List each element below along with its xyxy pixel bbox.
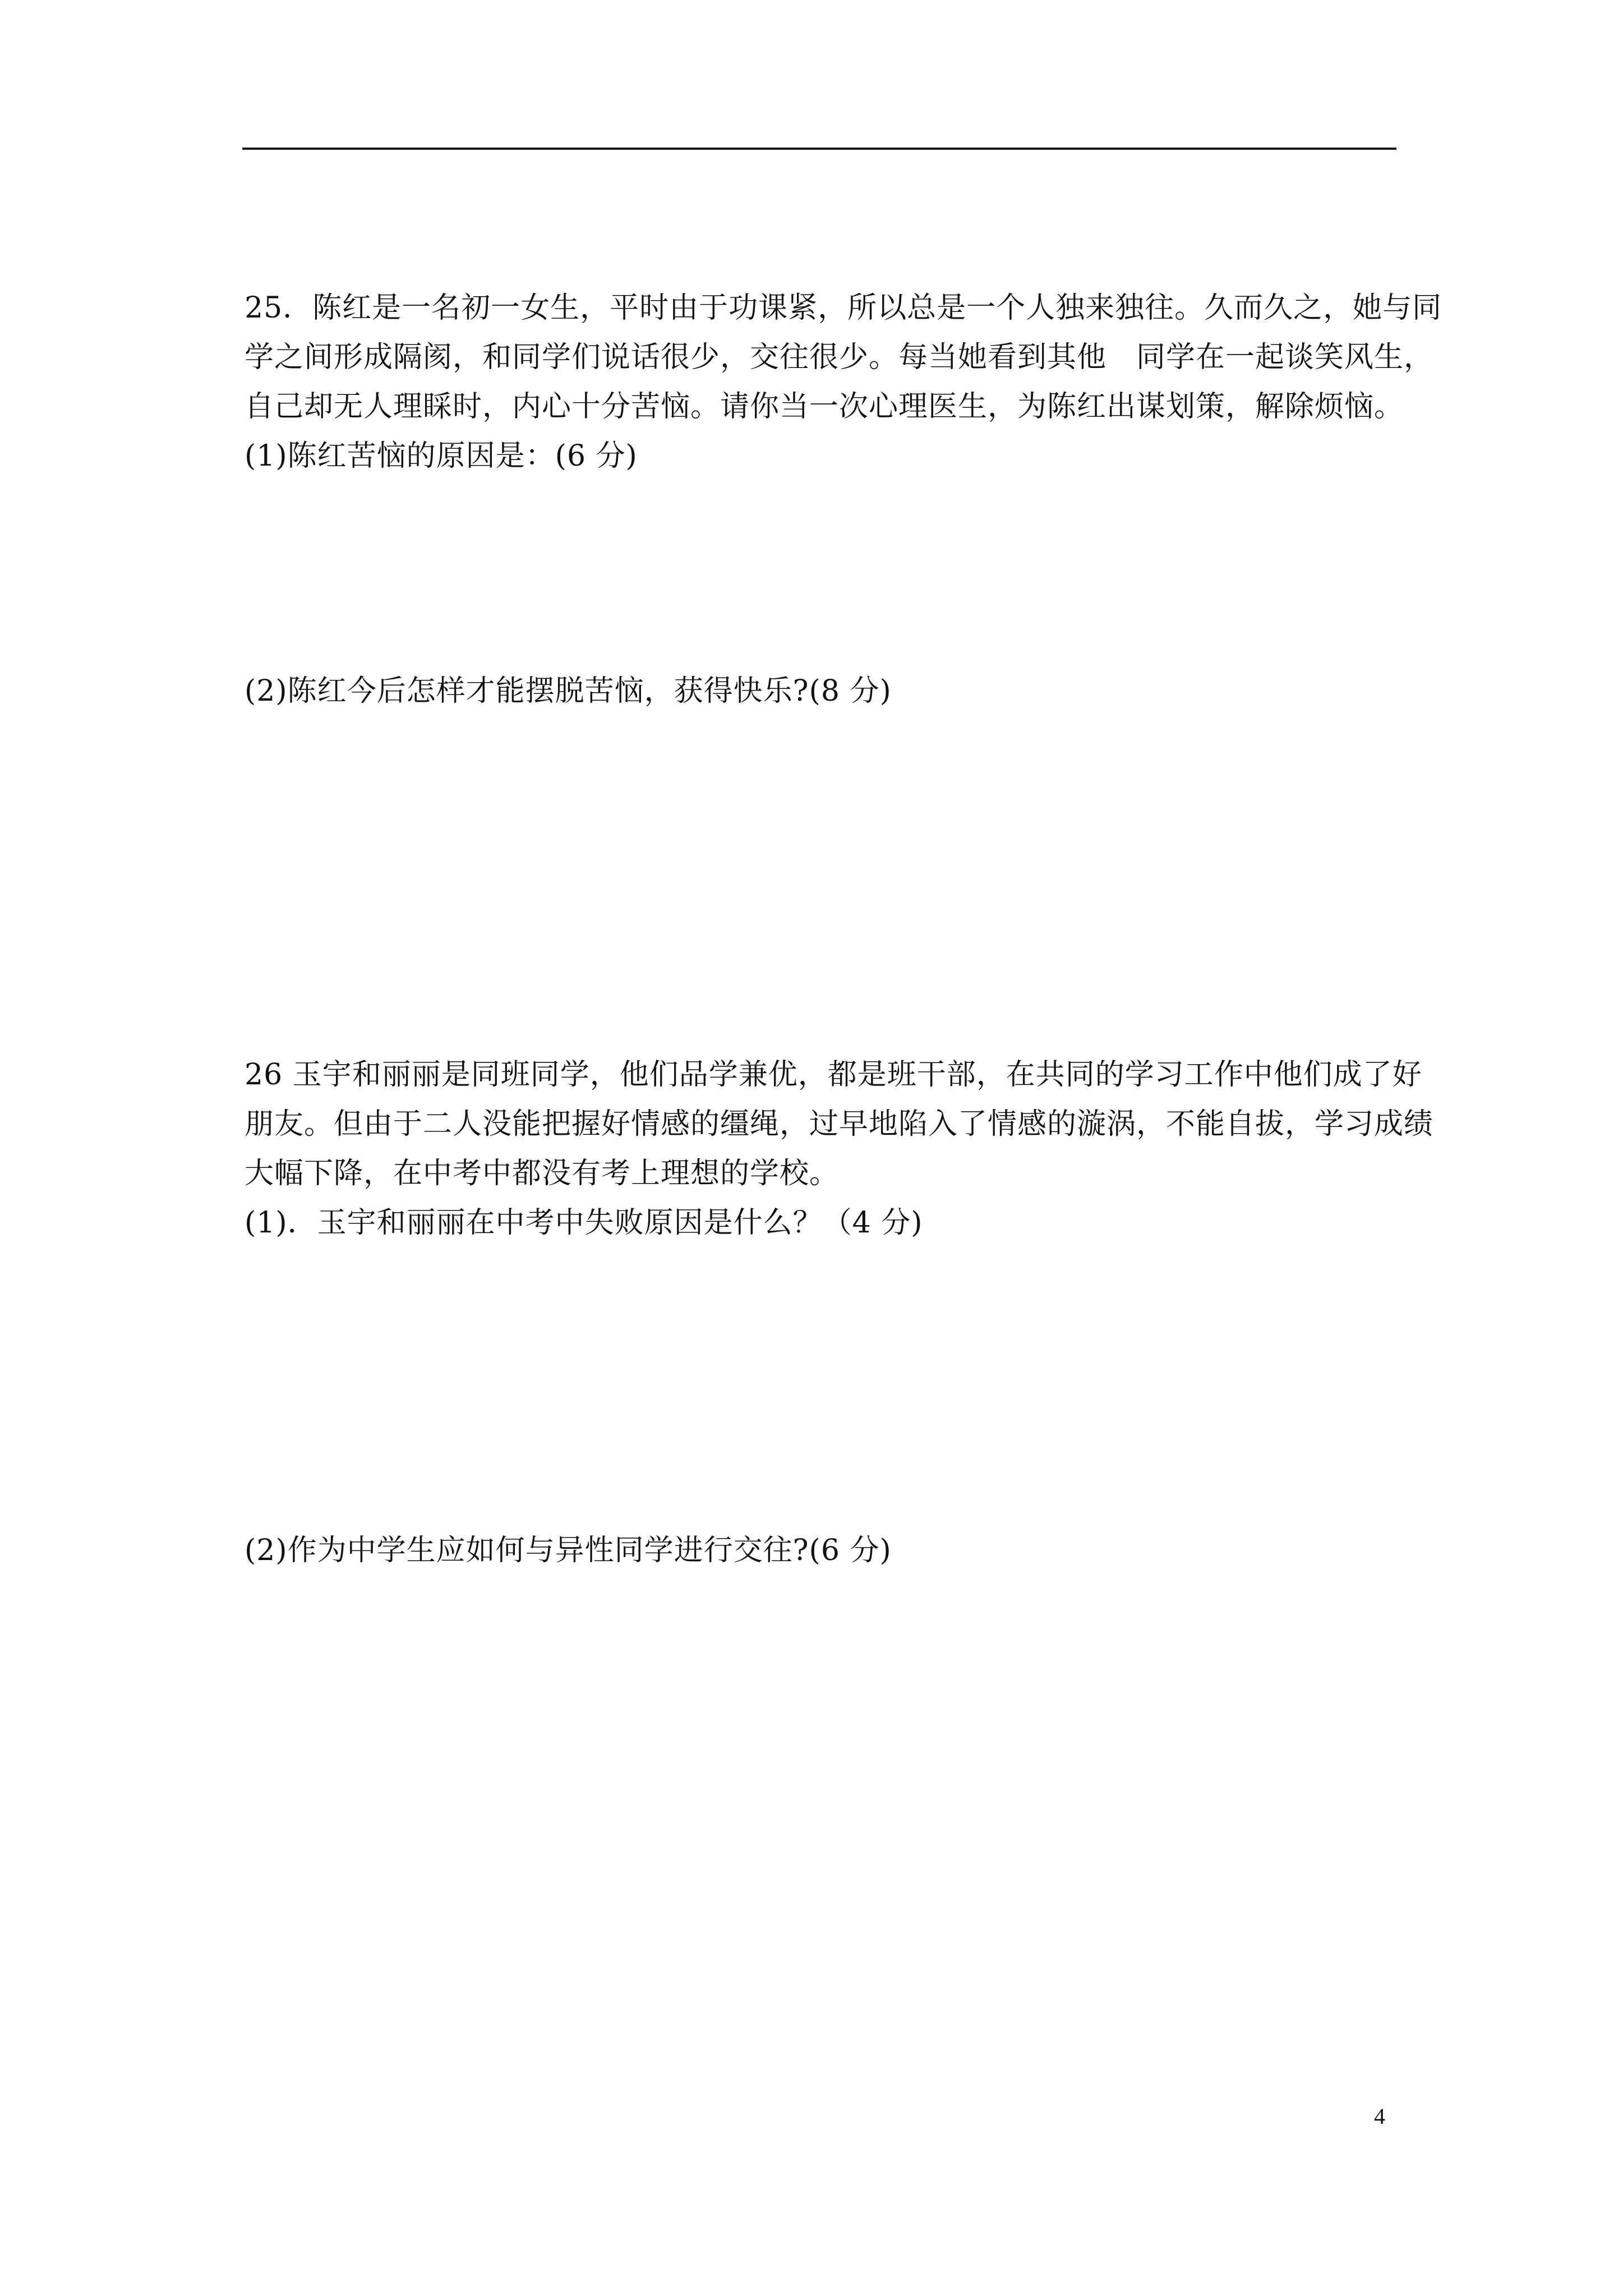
question-25-line-3: 自己却无人理睬时，内心十分苦恼。请你当一次心理医生，为陈红出谋划策，解除烦恼。 xyxy=(245,390,1404,424)
question-26-sub-2: (2)作为中学生应如何与异性同学进行交往?(6 分) xyxy=(245,1534,892,1567)
question-26-line-2: 朋友。但由于二人没能把握好情感的缰绳，过早地陷入了情感的漩涡，不能自拔，学习成绩 xyxy=(245,1107,1434,1141)
question-26 xyxy=(245,1050,1434,1248)
question-25-line-1: 25．陈红是一名初一女生，平时由于功课紧，所以总是一个人独来独往。久而久之，她与同 xyxy=(245,291,1442,325)
question-26-line-3: 大幅下降，在中考中都没有考上理想的学校。 xyxy=(245,1157,840,1190)
question-25-line-2: 学之间形成隔阂，和同学们说话很少，交往很少。每当她看到其他 同学在一起谈笑风生， xyxy=(245,341,1434,374)
question-25-part-2 xyxy=(245,666,1400,716)
page-number: 4 xyxy=(1374,2104,1385,2129)
question-25-sub-2: (2)陈红今后怎样才能摆脱苦恼，获得快乐?(8 分) xyxy=(245,674,892,708)
question-26-part-2 xyxy=(245,1526,1400,1575)
question-25 xyxy=(245,283,1442,481)
question-25-sub-1: (1)陈红苦恼的原因是：(6 分) xyxy=(245,439,638,473)
header-rule xyxy=(242,148,1396,150)
question-26-sub-1: (1)．玉宇和丽丽在中考中失败原因是什么？（4 分) xyxy=(245,1206,923,1240)
question-26-line-1: 26 玉宇和丽丽是同班同学，他们品学兼优，都是班干部，在共同的学习工作中他们成了好 xyxy=(245,1058,1422,1092)
